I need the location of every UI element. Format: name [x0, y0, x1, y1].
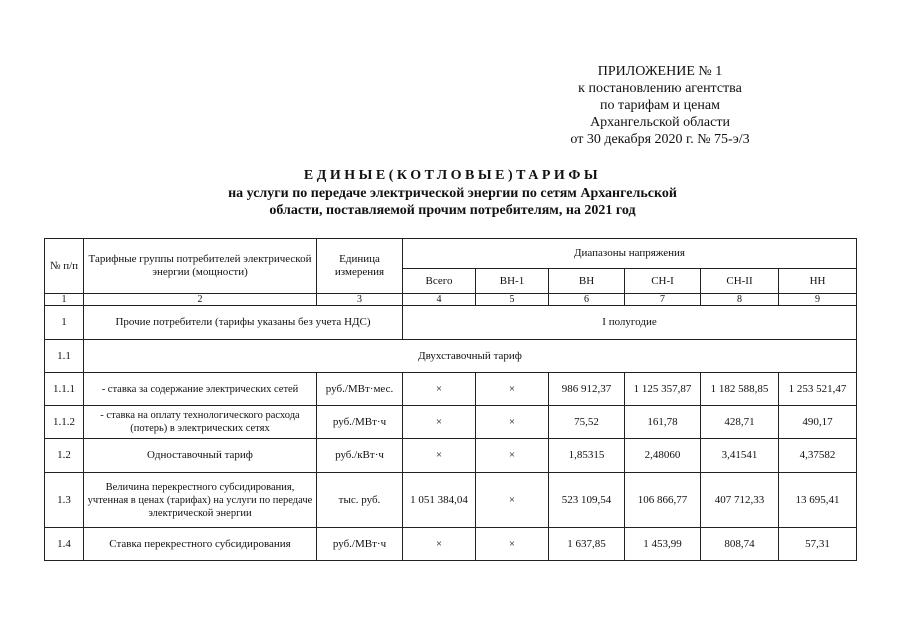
column-number: 2 [84, 294, 317, 306]
header-unit: Единица измерения [317, 239, 403, 294]
header-total: Всего [403, 269, 476, 294]
row-num: 1 [45, 306, 84, 340]
value-total: × [403, 439, 476, 473]
value-vn: 75,52 [549, 406, 625, 439]
value-vn1: × [476, 373, 549, 406]
table-row [45, 373, 857, 406]
row-name: Ставка перекрестного субсидирования [84, 528, 317, 561]
value-sn1: 106 866,77 [625, 473, 701, 528]
value-nn: 1 253 521,47 [779, 373, 857, 406]
table-row [45, 473, 857, 528]
tariff-table [44, 238, 857, 561]
table-row [45, 306, 857, 340]
value-total: × [403, 373, 476, 406]
row-num: 1.1 [45, 340, 84, 373]
value-vn: 1,85315 [549, 439, 625, 473]
appendix-line-3: Архангельской области [590, 115, 730, 130]
period-label: I полугодие [403, 306, 857, 340]
value-nn: 4,37582 [779, 439, 857, 473]
value-vn1: × [476, 528, 549, 561]
table-row [45, 439, 857, 473]
value-total: 1 051 384,04 [403, 473, 476, 528]
row-name: Прочие потребители (тарифы указаны без учета НДС) [84, 306, 403, 340]
header-num: № п/п [45, 239, 84, 294]
column-number: 9 [779, 294, 857, 306]
row-unit: руб./МВт·ч [317, 406, 403, 439]
value-vn: 1 637,85 [549, 528, 625, 561]
value-nn: 490,17 [779, 406, 857, 439]
row-num: 1.1.2 [45, 406, 84, 439]
row-name: Двухставочный тариф [84, 340, 857, 373]
value-vn: 523 109,54 [549, 473, 625, 528]
header-sn2: СН-II [701, 269, 779, 294]
header-vn1: ВН-1 [476, 269, 549, 294]
value-nn: 13 695,41 [779, 473, 857, 528]
value-vn1: × [476, 439, 549, 473]
value-sn2: 407 712,33 [701, 473, 779, 528]
table-row [45, 340, 857, 373]
value-vn1: × [476, 473, 549, 528]
column-number-row [45, 294, 857, 306]
value-sn1: 2,48060 [625, 439, 701, 473]
table-row [45, 528, 857, 561]
value-sn1: 161,78 [625, 406, 701, 439]
appendix-line-1: к постановлению агентства [578, 81, 742, 96]
value-sn2: 808,74 [701, 528, 779, 561]
value-sn1: 1 453,99 [625, 528, 701, 561]
document-title [100, 167, 805, 219]
column-number: 1 [45, 294, 84, 306]
column-number: 4 [403, 294, 476, 306]
value-sn2: 428,71 [701, 406, 779, 439]
header-group: Тарифные группы потребителей электрической энергии (мощности) [84, 239, 317, 294]
row-num: 1.1.1 [45, 373, 84, 406]
column-number: 7 [625, 294, 701, 306]
table-row [45, 406, 857, 439]
title-subtitle-2: области, поставляемой прочим потребителям, на 2021 год [269, 203, 636, 218]
value-vn: 986 912,37 [549, 373, 625, 406]
column-number: 5 [476, 294, 549, 306]
row-num: 1.3 [45, 473, 84, 528]
value-sn2: 1 182 588,85 [701, 373, 779, 406]
row-unit: тыс. руб. [317, 473, 403, 528]
row-unit: руб./МВт·ч [317, 528, 403, 561]
row-name: - ставка на оплату технологического расхода (потерь) в электрических сетях [84, 406, 317, 439]
row-unit: руб./МВт·мес. [317, 373, 403, 406]
column-number: 8 [701, 294, 779, 306]
appendix-number: ПРИЛОЖЕНИЕ № 1 [597, 64, 723, 79]
column-number: 3 [317, 294, 403, 306]
header-nn: НН [779, 269, 857, 294]
row-num: 1.4 [45, 528, 84, 561]
appendix-header [540, 63, 780, 148]
value-vn1: × [476, 406, 549, 439]
header-sn1: СН-I [625, 269, 701, 294]
row-name: Одноставочный тариф [84, 439, 317, 473]
row-unit: руб./кВт·ч [317, 439, 403, 473]
row-name: - ставка за содержание электрических сетей [84, 373, 317, 406]
title-subtitle-1: на услуги по передаче электрической энергии по сетям Архангельской [228, 186, 677, 201]
appendix-line-4: от 30 декабря 2020 г. № 75-э/3 [570, 132, 750, 147]
value-total: × [403, 528, 476, 561]
value-total: × [403, 406, 476, 439]
value-sn1: 1 125 357,87 [625, 373, 701, 406]
value-nn: 57,31 [779, 528, 857, 561]
header-vn: ВН [549, 269, 625, 294]
value-sn2: 3,41541 [701, 439, 779, 473]
title-main: ЕДИНЫЕ(КОТЛОВЫЕ)ТАРИФЫ [303, 168, 602, 183]
row-name: Величина перекрестного субсидирования, учтенная в ценах (тарифах) на услуги по передаче электрической энергии [84, 473, 317, 528]
column-number: 6 [549, 294, 625, 306]
row-num: 1.2 [45, 439, 84, 473]
header-voltage-ranges: Диапазоны напряжения [403, 239, 857, 269]
appendix-line-2: по тарифам и ценам [600, 98, 720, 113]
header-row-1 [45, 239, 857, 269]
